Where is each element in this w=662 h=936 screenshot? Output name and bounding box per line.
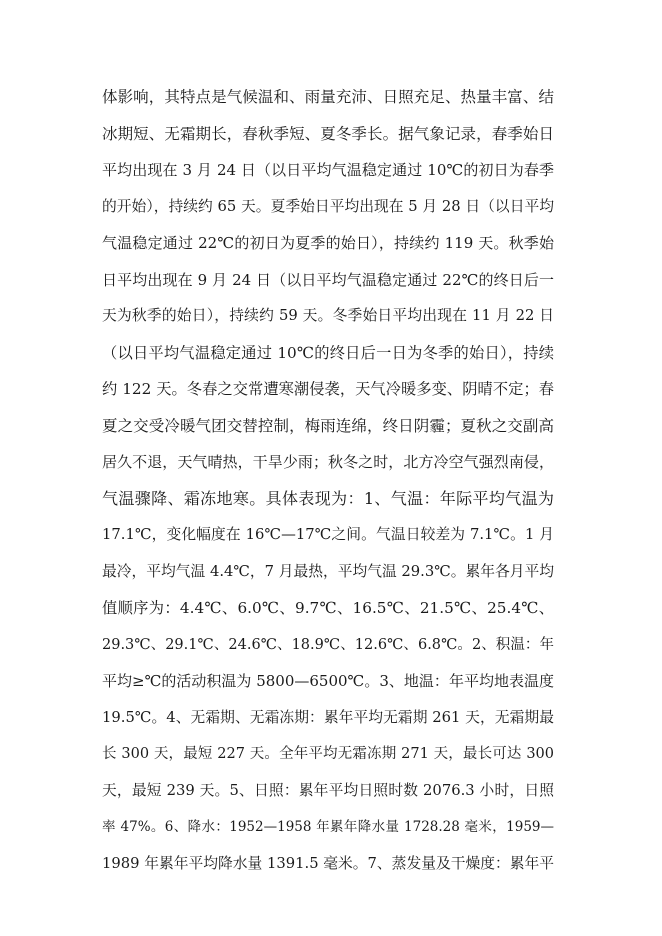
text-line: 天为秋季的始日），持续约 59 天。冬季始日平均出现在 11 月 22 日 [102,307,554,324]
text-line: 体影响，其特点是气候温和、雨量充沛、日照充足、热量丰富、结 [102,88,554,106]
text-line: 的开始），持续约 65 天。夏季始日平均出现在 5 月 28 日（以日平均 [102,197,554,215]
text-line: 长 300 天，最短 227 天。全年平均无霜冻期 271 天，最长可达 300 [102,746,554,762]
text-line: 平均出现在 3 月 24 日（以日平均气温稳定通过 10℃的初日为春季 [102,161,554,179]
text-line: 值顺序为：4.4℃、6.0℃、9.7℃、16.5℃、21.5℃、25.4℃、 [102,599,554,617]
text-line: 居久不退，天气晴热，干旱少雨；秋冬之时，北方冷空气强烈南侵， [102,453,554,471]
text-line: （以日平均气温稳定通过 10℃的终日后一日为冬季的始日），持续 [102,343,554,362]
text-line: 夏之交受冷暖气团交替控制，梅雨连绵，终日阴霾；夏秋之交副高 [102,416,554,435]
text-line: 平均≥℃的活动积温为 5800—6500℃。3、地温：年平均地表温度 [102,672,554,690]
text-line: 天，最短 239 天。5、日照：累年平均日照时数 2076.3 小时，日照 [102,781,554,799]
text-line: 17.1℃，变化幅度在 16℃—17℃之间。气温日较差为 7.1℃。1 月 [102,526,554,543]
text-line: 气温骤降、霜冻地寒。具体表现为：1、气温：年际平均气温为 [102,488,554,508]
text-line: 约 122 天。冬春之交常遭寒潮侵袭，天气冷暖多变、阴晴不定；春 [102,380,554,398]
text-line: 日平均出现在 9 月 24 日（以日平均气温稳定通过 22℃的终日后一 [102,270,554,289]
text-line: 1989 年累年平均降水量 1391.5 毫米。7、蒸发量及干燥度：累年平 [102,854,554,872]
text-line: 29.3℃、29.1℃、24.6℃、18.9℃、12.6℃、6.8℃。2、积温：年 [102,636,554,653]
text-line: 最冷，平均气温 4.4℃，7 月最热，平均气温 29.3℃。累年各月平均 [102,562,554,580]
text-line: 19.5℃。4、无霜期、无霜冻期：累年平均无霜期 261 天，无霜期最 [102,708,554,726]
text-line: 率 47%。6、降水：1952—1958 年累年降水量 1728.28 毫米，1959— [102,819,554,835]
text-line: 气温稳定通过 22℃的初日为夏季的始日），持续约 119 天。秋季始 [102,234,554,252]
body-text [102,84,554,887]
text-line: 冰期短、无霜期长，春秋季短、夏冬季长。据气象记录，春季始日 [102,124,554,143]
